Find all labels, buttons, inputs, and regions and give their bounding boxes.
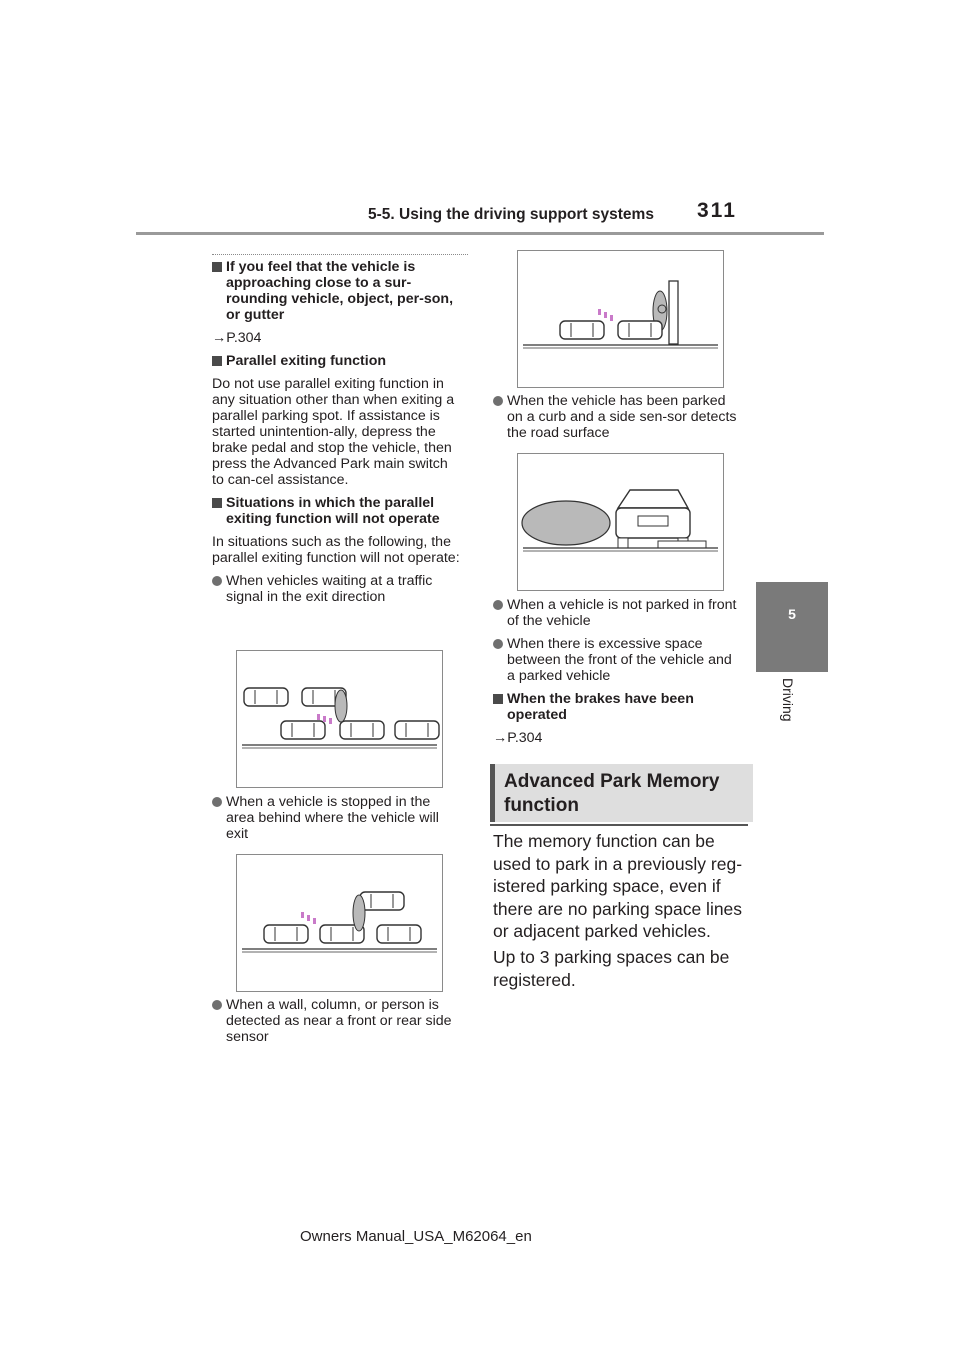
illustration-wall-sensor bbox=[517, 250, 724, 388]
left-column-c bbox=[212, 997, 462, 1045]
left-column bbox=[212, 259, 462, 605]
chapter-label: Driving bbox=[780, 678, 796, 722]
bullet-parked-on-curb: When the vehicle has been parked on a curb and a side sen-sor detects the road surface bbox=[493, 393, 743, 441]
chapter-number: 5 bbox=[788, 606, 796, 622]
section-heading-rule bbox=[490, 824, 748, 826]
diagram-vehicle-stopped bbox=[237, 855, 442, 991]
left-column-b bbox=[212, 794, 462, 842]
heading-approaching: If you feel that the vehicle is approaching close to a sur-rounding vehicle, object, per-son, or gutter bbox=[212, 259, 462, 323]
diagram-vehicles-waiting bbox=[237, 651, 442, 787]
paragraph-registered-spaces: Up to 3 parking spaces can be registered. bbox=[493, 947, 730, 990]
illustration-vehicle-behind bbox=[236, 854, 443, 992]
illustration-traffic-signal bbox=[236, 650, 443, 788]
header-rule bbox=[136, 232, 824, 235]
diagram-wall-detected bbox=[518, 251, 723, 387]
dotted-divider bbox=[212, 254, 468, 255]
heading-parallel-exiting: Parallel exiting function bbox=[212, 353, 462, 369]
footer-manual-id: Owners Manual_USA_M62064_en bbox=[300, 1228, 532, 1245]
bullet-traffic-signal: When vehicles waiting at a traffic signal in the exit direction bbox=[212, 573, 462, 605]
page-reference: →P.304 bbox=[212, 330, 262, 346]
section-heading: Advanced Park Memory function bbox=[504, 771, 720, 816]
paragraph-situations: In situations such as the following, the parallel exiting function will not operate: bbox=[212, 534, 460, 566]
bullet-excessive-space: When there is excessive space between the front of the vehicle and a parked vehicle bbox=[493, 636, 743, 684]
heading-brakes-operated: When the brakes have been operated bbox=[493, 691, 743, 723]
bullet-vehicle-stopped-behind: When a vehicle is stopped in the area behind where the vehicle will exit bbox=[212, 794, 462, 842]
chapter-tab bbox=[756, 582, 828, 672]
right-column-b bbox=[493, 597, 743, 746]
page-reference: →P.304 bbox=[493, 730, 543, 746]
right-column-a bbox=[493, 393, 743, 441]
paragraph-parallel-exiting: Do not use parallel exiting function in any situation other than when exiting a parallel parking spot. If assistance is started unintention-ally, depress the brake pedal and stop the vehicle, then press the Advanced Park main switch to can-cel assistance. bbox=[212, 376, 455, 488]
bullet-no-vehicle-in-front: When a vehicle is not parked in front of the vehicle bbox=[493, 597, 743, 629]
paragraph-memory-function: The memory function can be used to park in a previously reg-istered parking space, even if there are no parking space lines or adjacent parked vehicles. bbox=[493, 831, 743, 941]
bullet-wall-column-person: When a wall, column, or person is detected as near a front or rear side sensor bbox=[212, 997, 462, 1045]
heading-will-not-operate: Situations in which the parallel exiting function will not operate bbox=[212, 495, 462, 527]
diagram-curb bbox=[518, 454, 723, 590]
page-number: 311 bbox=[697, 199, 737, 222]
section-title: 5-5. Using the driving support systems bbox=[368, 206, 654, 223]
illustration-curb-sensor bbox=[517, 453, 724, 591]
